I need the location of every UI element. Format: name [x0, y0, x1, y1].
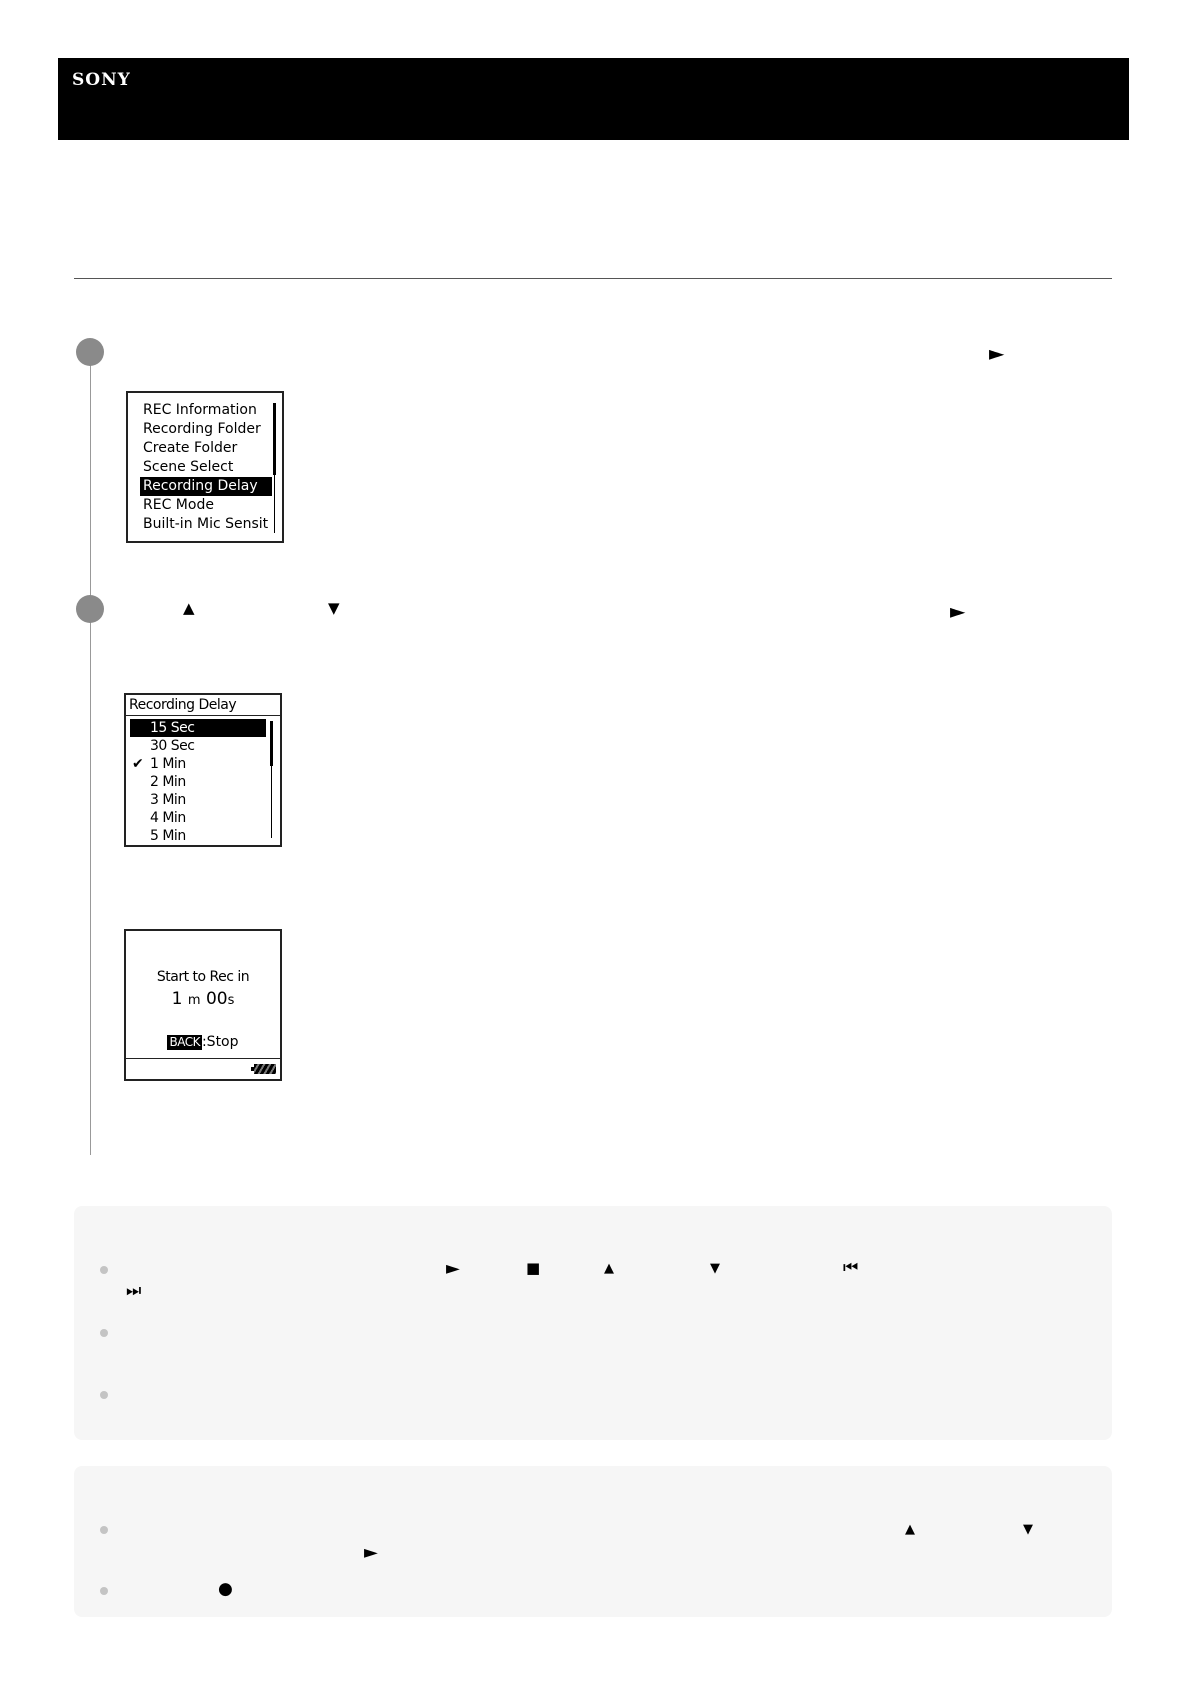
bullet-icon [100, 1526, 108, 1534]
checkmark-icon: ✔ [132, 756, 144, 772]
back-key-label: BACK [169, 1035, 200, 1049]
down-arrow-icon: ▼ [328, 599, 340, 617]
recording-delay-screen [124, 693, 282, 847]
play-icon: ► [446, 1258, 460, 1279]
countdown-seconds: 00 [205, 989, 228, 1009]
bullet-icon [100, 1587, 108, 1595]
delay-option-checked [130, 755, 266, 773]
menu-list [140, 401, 272, 534]
stop-icon: ■ [526, 1259, 541, 1277]
screen-title: Recording Delay [126, 695, 280, 716]
delay-option [130, 809, 266, 827]
menu-scrollbar [273, 403, 276, 475]
hint-box [74, 1206, 1112, 1440]
delay-option-label: 15 Sec [150, 720, 195, 736]
menu-item: REC Mode [143, 497, 214, 513]
menu-screen [126, 391, 284, 543]
delay-option [130, 827, 266, 845]
delay-scrollbar-track [271, 766, 272, 838]
delay-option-label: 2 Min [150, 774, 186, 790]
bullet-icon [100, 1266, 108, 1274]
battery-icon [254, 1064, 276, 1074]
up-arrow-icon: ▲ [604, 1261, 614, 1276]
stop-label: :Stop [201, 1034, 239, 1050]
play-icon: ► [989, 341, 1005, 365]
up-arrow-icon: ▲ [905, 1522, 915, 1537]
countdown-min-unit: m [187, 993, 201, 1008]
bullet-icon [100, 1329, 108, 1337]
menu-item: Recording Folder [143, 421, 261, 437]
start-to-rec-screen [124, 929, 282, 1081]
delay-option [130, 737, 266, 755]
title-divider [74, 278, 1112, 279]
countdown-value [126, 989, 280, 1009]
previous-track-icon: ⏮ [843, 1258, 859, 1278]
delay-option [130, 773, 266, 791]
delay-option-label: 1 Min [150, 756, 186, 772]
record-icon: ● [218, 1579, 233, 1599]
delay-scrollbar [270, 721, 273, 766]
menu-item: Scene Select [143, 459, 234, 475]
menu-scrollbar-track [274, 475, 275, 533]
start-to-rec-label: Start to Rec in [156, 969, 250, 985]
back-stop-hint [126, 1034, 280, 1050]
step-2-marker [76, 595, 104, 623]
sony-logo: SONY [72, 70, 131, 90]
down-arrow-icon: ▼ [1023, 1522, 1033, 1537]
up-arrow-icon: ▲ [183, 599, 195, 617]
down-arrow-icon: ▼ [710, 1261, 720, 1276]
step-1-marker [76, 338, 104, 366]
delay-option-label: 30 Sec [150, 738, 195, 754]
status-bar [126, 1058, 280, 1079]
steps-timeline [90, 352, 91, 1155]
countdown-minutes: 1 [171, 989, 183, 1009]
delay-option-label: 4 Min [150, 810, 186, 826]
play-icon: ► [950, 599, 966, 623]
delay-option-selected [130, 719, 266, 737]
delay-option [130, 791, 266, 809]
next-track-icon: ⏭ [126, 1281, 142, 1301]
menu-item: REC Information [143, 402, 257, 418]
delay-option-label: 3 Min [150, 792, 186, 808]
play-icon: ► [364, 1542, 378, 1563]
countdown-sec-unit: s [227, 993, 235, 1008]
menu-item: Built-in Mic Sensit [143, 516, 269, 532]
header-bar [58, 58, 1129, 140]
delay-option-label: 5 Min [150, 828, 186, 844]
bullet-icon [100, 1391, 108, 1399]
note-box [74, 1466, 1112, 1617]
menu-item: Create Folder [143, 440, 238, 456]
delay-options-list [130, 719, 266, 845]
menu-item-selected: Recording Delay [140, 477, 272, 496]
